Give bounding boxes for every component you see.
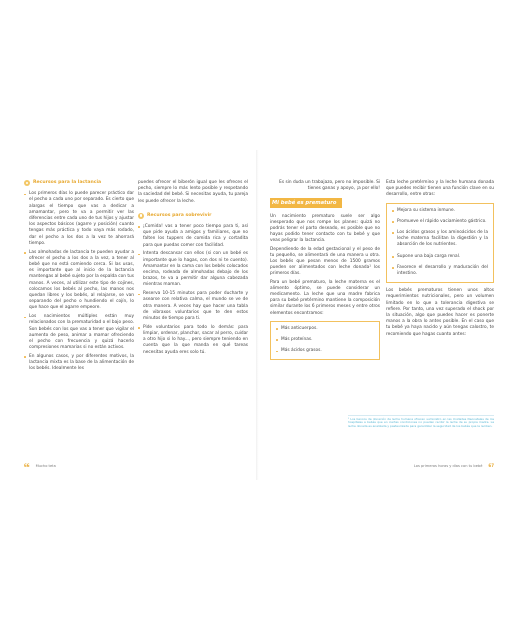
- running-title: Mucho teta: [35, 463, 56, 468]
- footnote: ¹ Los bancos de donación de leche humana ofrecen suministro en las Unidades Neonatales de los hospitales a bebés que en ciertas condiciones no pueden recibir la leche de su propia madre. La leche donada es analizada y pasteurizada para garantizar la seguridad de los bebés que la reciben.: [348, 416, 494, 428]
- list-item: En algunos casos, y por diferentes motivos, la lactancia mixta es la base de la alimentación de los bebés. Idealmente les: [24, 354, 134, 373]
- paragraph: Un nacimiento prematuro suele ser algo inesperado que nos rompe los planes: quizá no podrás tener el parto deseado, es posible que no hayas podido tener contacto con tu bebé y que veas peligrar la lactancia.: [270, 213, 380, 244]
- page-number: 67: [488, 463, 494, 468]
- composition-list: [276, 326, 374, 355]
- page-gutter: [256, 150, 260, 480]
- left-column-1: [24, 180, 134, 376]
- running-title: Los primeros horas y días con tu bebé: [413, 463, 483, 468]
- heading-text: Recursos para la lactancia: [33, 180, 102, 185]
- list-item: Pide voluntarios para todo lo demás: para limpiar, ordenar, planchar, sacar al perro, cuidar a otro hijo si lo hay..., pero siempre teniendo en cuenta que la que manda en qué tareas necesitas ayuda eres solo tú.: [138, 325, 248, 356]
- section-heading-lactancia: [24, 180, 134, 186]
- list-item: Los primeros días lo puede parecer práctico dar el pecho a cada uno por separado. Es cierto que alargas el tiempo que vas a dedicar a amamantar, pero te va a permitir ver las diferencias entre cada uno de tus hijos y ajustar los aspectos básicos (agarre y posición) cuanto tengas más práctica y todo vaya más rodado, dar el pecho a los dos a la vez te ahorrará tiempo.: [24, 191, 134, 247]
- paragraph: Los bebés prematuros tienen unos altos requerimientos nutricionales, pero un volumen limitado en lo que a tolerancia digestiva se refiere. Por tanto, una vez superado el shock por la situación, algo que puedes hacer es ponerte manos a la obra lo antes posible. En el caso que tu bebé ya haya nacido y aún tengas calostro, te recomiendo que hagas cuanto antes:: [386, 288, 494, 337]
- list-item: Los ácidos grasos y los aminoácidos de la leche materna facilitan la digestión y la absorción de los nutrientes.: [392, 230, 488, 249]
- function-list: [392, 208, 488, 278]
- right-footer: [414, 463, 494, 468]
- paragraph: Es sin duda un trabajazo, pero no imposible. Si tienes ganas y apoyo, ¡a por ello!: [279, 180, 380, 192]
- list-item: Intenta descansar con ellos (si con un bebé es importante que lo hagas, con dos ni te cuento). Amamantar en la cama con los bebés colocados encima, rodeada de almohadas debajo de los brazos, te va a permitir dar alguna cabezada mientras maman.: [138, 251, 248, 288]
- list-item: Reserva 10-15 minutos para poder ducharte y asearse con relativa calma, el mundo se ve de otra manera. A veces hay que hacer una tabla de vibraxos voluntarios que te den estos minutos de tiempo para ti.: [138, 291, 248, 322]
- page-number: 66: [24, 463, 30, 468]
- sobrevivir-list: [138, 224, 248, 356]
- paragraph: Para un bebé prematuro, la leche materna es el alimento óptimo, se puede considerar un medicamento. La leche que una madre fabrica para su bebé pretérmino mantiene la composición similar durante los 6 primeros meses y entre otros elementos encontramos:: [270, 279, 380, 316]
- list-item: ¡Comida! vas a tener poco tiempo para ti, así que pide ayuda a amigos y familiares, que no falten los tuppers de comida rica y cortadita para que puedas comer con facilidad.: [138, 224, 248, 249]
- left-column-2: [138, 180, 248, 359]
- right-column-4: [386, 180, 494, 340]
- paragraph: puedes ofrecer el biberón igual que les ofreces el pecho, siempre lo más lento posible y respetando la saciedad del bebé. Si necesitas ayuda, tu pareja les puede ofrecer la leche.: [138, 180, 248, 204]
- list-item: Los nacimientos múltiples están muy relacionados con la prematuridad o el bajo peso. Son bebés con los que vas a tener que vigilar el aumento de peso, animar a mamar ofreciendo el pecho con frecuencia y quizá hacerlo compresiones mamarias si no están activos.: [24, 314, 134, 351]
- list-item: Más anticuerpos.: [276, 326, 374, 332]
- heading-text: Recursos para sobrevivir: [147, 212, 212, 218]
- right-column-3: [270, 180, 380, 364]
- section-heading-sobrevivir: [138, 213, 248, 219]
- function-box: [386, 203, 494, 284]
- list-item: Las almohadas de lactancia te pueden ayudar a ofrecer el pecho a los dos a la vez, a tener al bebé que no está comiendo cerca. Si las usas, es importante que al inicio de la lactancia mantengas al bebé sujeto por la espalda con tus manos. A veces, al utilizar este tipo de cojines, colocamos los bebés al pecho, las manos nos quedan libres y los bebés, al relajarse, se van separando del pecho o hundiendo el cojín, lo que hace que el agarre empeore.: [24, 250, 134, 312]
- list-item: Promueve el rápido vaciamiento gástrico.: [392, 219, 488, 225]
- composition-box: [270, 321, 380, 361]
- list-item: Más ácidos grasos.: [276, 348, 374, 354]
- list-item: Mejora su sistema inmune.: [392, 208, 488, 214]
- paragraph: Dependiendo de la edad gestacional y el peso de tu pequeño, se alimentará de una manera u otra. Los bebés que pesan menos de 1500 gramos pueden ser alimentados con leche donada¹ los primeros días.: [270, 246, 380, 277]
- left-footer: [24, 463, 56, 468]
- lightbulb-icon: [138, 213, 144, 219]
- list-item: Favorece el desarrollo y maduración del intestino.: [392, 265, 488, 277]
- list-item: Más proteínas.: [276, 337, 374, 343]
- lightbulb-icon: [24, 180, 30, 186]
- list-item: Supone una baja carga renal.: [392, 254, 488, 260]
- section-title-prematuro: Mi bebé es prematuro: [270, 198, 342, 207]
- paragraph: Esta leche pretérmino y la leche humana donada que puedes recibir tienen una función clave en su desarrollo, entre otras:: [386, 180, 494, 198]
- lactancia-list: [24, 191, 134, 372]
